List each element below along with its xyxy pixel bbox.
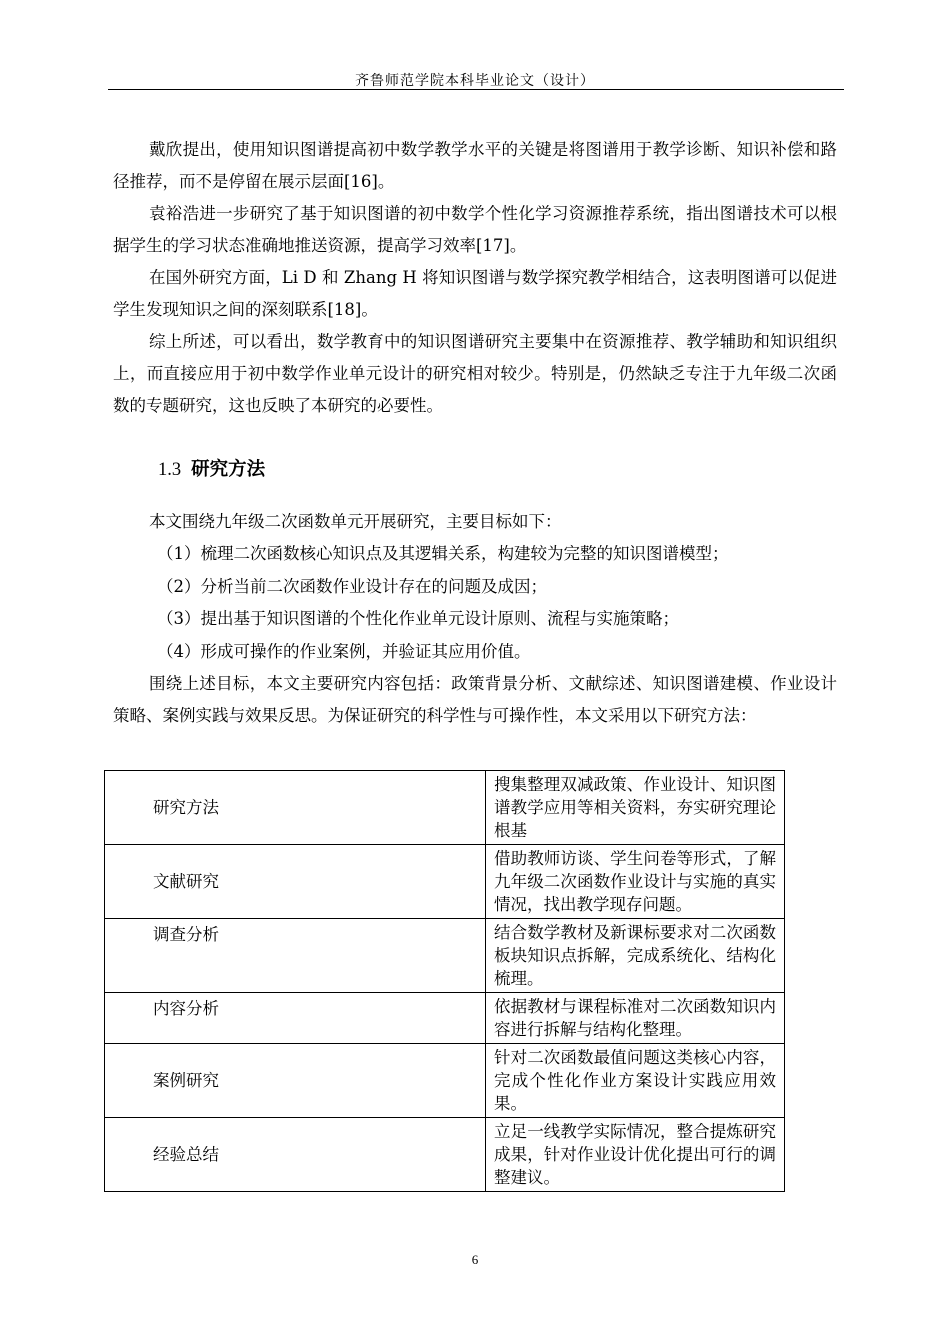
research-methods-table [104, 770, 785, 1192]
method-desc-cell: 依据教材与课程标准对二次函数知识内容进行拆解与结构化整理。 [486, 993, 785, 1044]
table-row [105, 845, 785, 919]
objective-item: （4）形成可操作的作业案例，并验证其应用价值。 [157, 641, 531, 661]
method-cell: 调查分析 [105, 919, 486, 993]
objectives-closing: 围绕上述目标，本文主要研究内容包括：政策背景分析、文献综述、知识图谱建模、作业设计策略、案例实践与效果反思。为保证研究的科学性与可操作性，本文采用以下研究方法： [113, 674, 837, 726]
method-cell: 经验总结 [105, 1118, 486, 1192]
paragraph: 综上所述，可以看出，数学教育中的知识图谱研究主要集中在资源推荐、教学辅助和知识组织上，而直接应用于初中数学作业单元设计的研究相对较少。特别是，仍然缺乏专注于九年级二次函数的专题研究，这也反映了本研究的必要性。 [113, 332, 837, 415]
section-heading [158, 455, 265, 481]
objective-item: （2）分析当前二次函数作业设计存在的问题及成因； [157, 576, 547, 596]
table-row [105, 771, 785, 845]
header-divider [108, 89, 844, 90]
method-desc-cell: 搜集整理双减政策、作业设计、知识图谱教学应用等相关资料，夯实研究理论根基 [486, 771, 785, 845]
method-cell: 文献研究 [105, 845, 486, 919]
table-row [105, 993, 785, 1044]
paragraph: 戴欣提出，使用知识图谱提高初中数学教学水平的关键是将图谱用于教学诊断、知识补偿和路径推荐，而不是停留在展示层面[16]。 [113, 140, 837, 191]
objectives-block [113, 506, 837, 733]
method-desc-cell: 借助教师访谈、学生问卷等形式，了解九年级二次函数作业设计与实施的真实情况，找出教学现存问题。 [486, 845, 785, 919]
section-number: 1.3 [158, 460, 182, 480]
method-cell: 案例研究 [105, 1044, 486, 1118]
objectives-intro: 本文围绕九年级二次函数单元开展研究，主要目标如下： [149, 512, 562, 531]
objective-item: （1）梳理二次函数核心知识点及其逻辑关系，构建较为完整的知识图谱模型； [157, 544, 729, 564]
method-cell: 研究方法 [105, 771, 486, 845]
method-desc-cell: 立足一线教学实际情况，整合提炼研究成果，针对作业设计优化提出可行的调整建议。 [486, 1118, 785, 1192]
paragraph: 袁裕浩进一步研究了基于知识图谱的初中数学个性化学习资源推荐系统，指出图谱技术可以根据学生的学习状态准确地推送资源，提高学习效率[17]。 [113, 204, 837, 255]
body-paragraphs [113, 134, 837, 422]
page-number: 6 [471, 1252, 479, 1267]
table-row [105, 1118, 785, 1192]
section-title: 研究方法 [191, 459, 266, 480]
objective-item: （3）提出基于知识图谱的个性化作业单元设计原则、流程与实施策略； [157, 609, 679, 629]
method-desc-cell: 针对二次函数最值问题这类核心内容，完成个性化作业方案设计实践应用效果。 [486, 1044, 785, 1118]
method-desc-cell: 结合数学教材及新课标要求对二次函数板块知识点拆解，完成系统化、结构化梳理。 [486, 919, 785, 993]
method-cell: 内容分析 [105, 993, 486, 1044]
paragraph: 在国外研究方面，Li D 和 Zhang H 将知识图谱与数学探究教学相结合，这表明图谱可以促进学生发现知识之间的深刻联系[18]。 [113, 268, 837, 319]
table-row [105, 1044, 785, 1118]
page-header-title: 齐鲁师范学院本科毕业论文（设计） [355, 73, 595, 89]
table-row [105, 919, 785, 993]
